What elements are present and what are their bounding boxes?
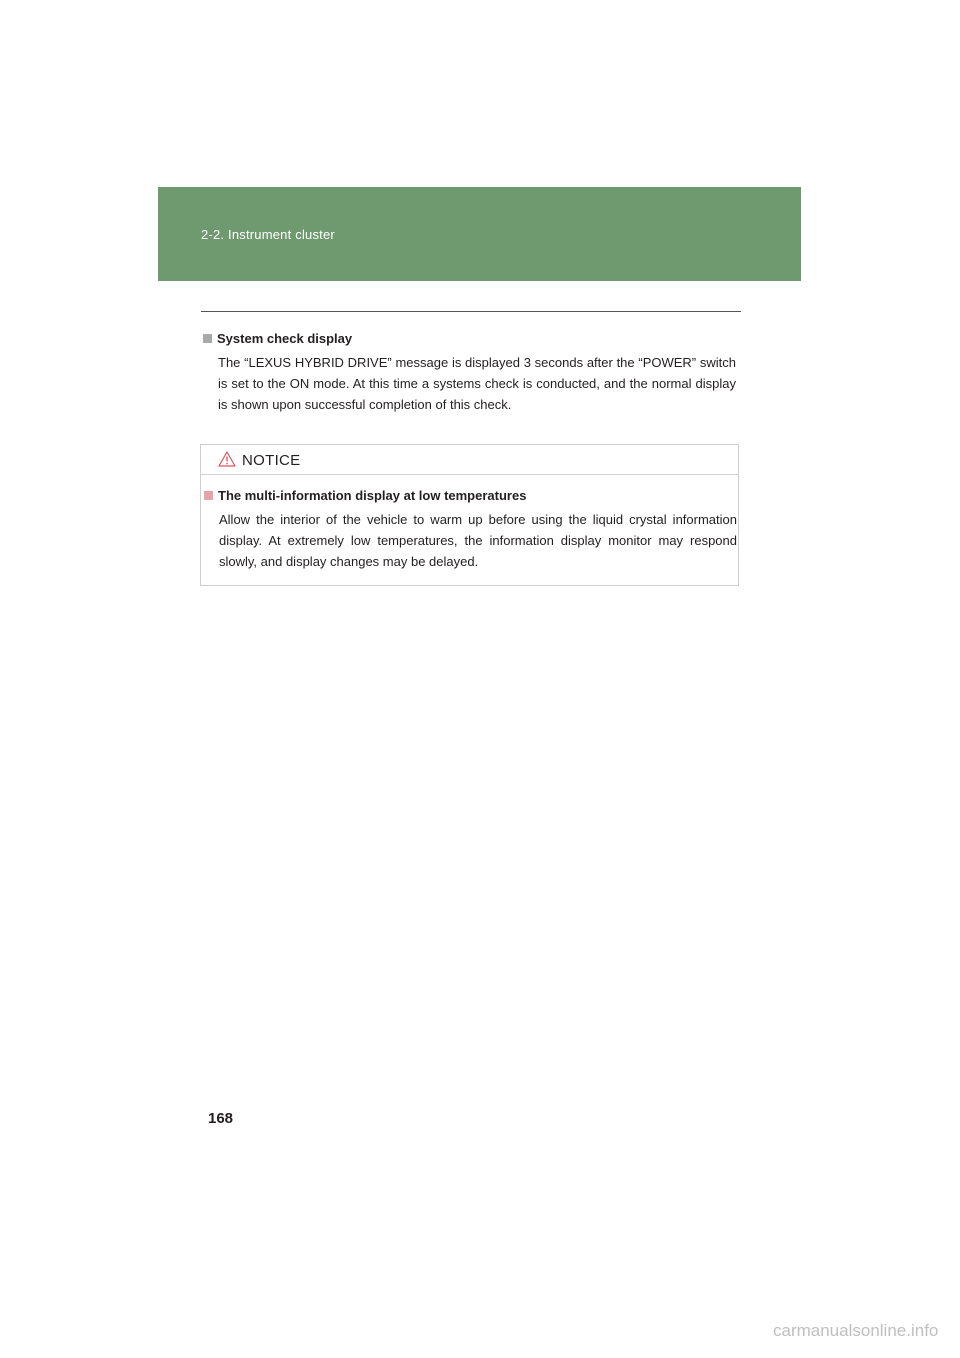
- watermark-text: carmanualsonline.info: [773, 1321, 939, 1340]
- notice-body-text: Allow the interior of the vehicle to warm up before using the liquid crystal information display. At extremely low temperatures, the information display monitor may respond slowly, and display changes may be delayed.: [219, 512, 737, 569]
- section-divider: [201, 311, 741, 312]
- square-bullet-icon: [204, 491, 213, 500]
- notice-heading-row: [204, 488, 737, 503]
- square-bullet-icon: [203, 334, 212, 343]
- warning-triangle-icon: [218, 451, 236, 467]
- system-check-section: [203, 331, 736, 415]
- page-number: 168: [208, 1110, 234, 1127]
- system-check-heading-row: [203, 331, 736, 346]
- section-title: 2-2. Instrument cluster: [201, 227, 335, 242]
- notice-heading: The multi-information display at low temperatures: [218, 488, 527, 503]
- notice-box: [200, 444, 739, 586]
- system-check-body: The “LEXUS HYBRID DRIVE” message is displayed 3 seconds after the “POWER” switch is set to the ON mode. At this time a systems check is conducted, and the normal display is shown upon successful completion of this check.: [218, 355, 736, 412]
- notice-content: [204, 488, 737, 572]
- notice-title: NOTICE: [242, 452, 301, 469]
- system-check-heading: System check display: [217, 331, 353, 346]
- section-header-band: [158, 187, 801, 281]
- notice-header: [201, 445, 738, 475]
